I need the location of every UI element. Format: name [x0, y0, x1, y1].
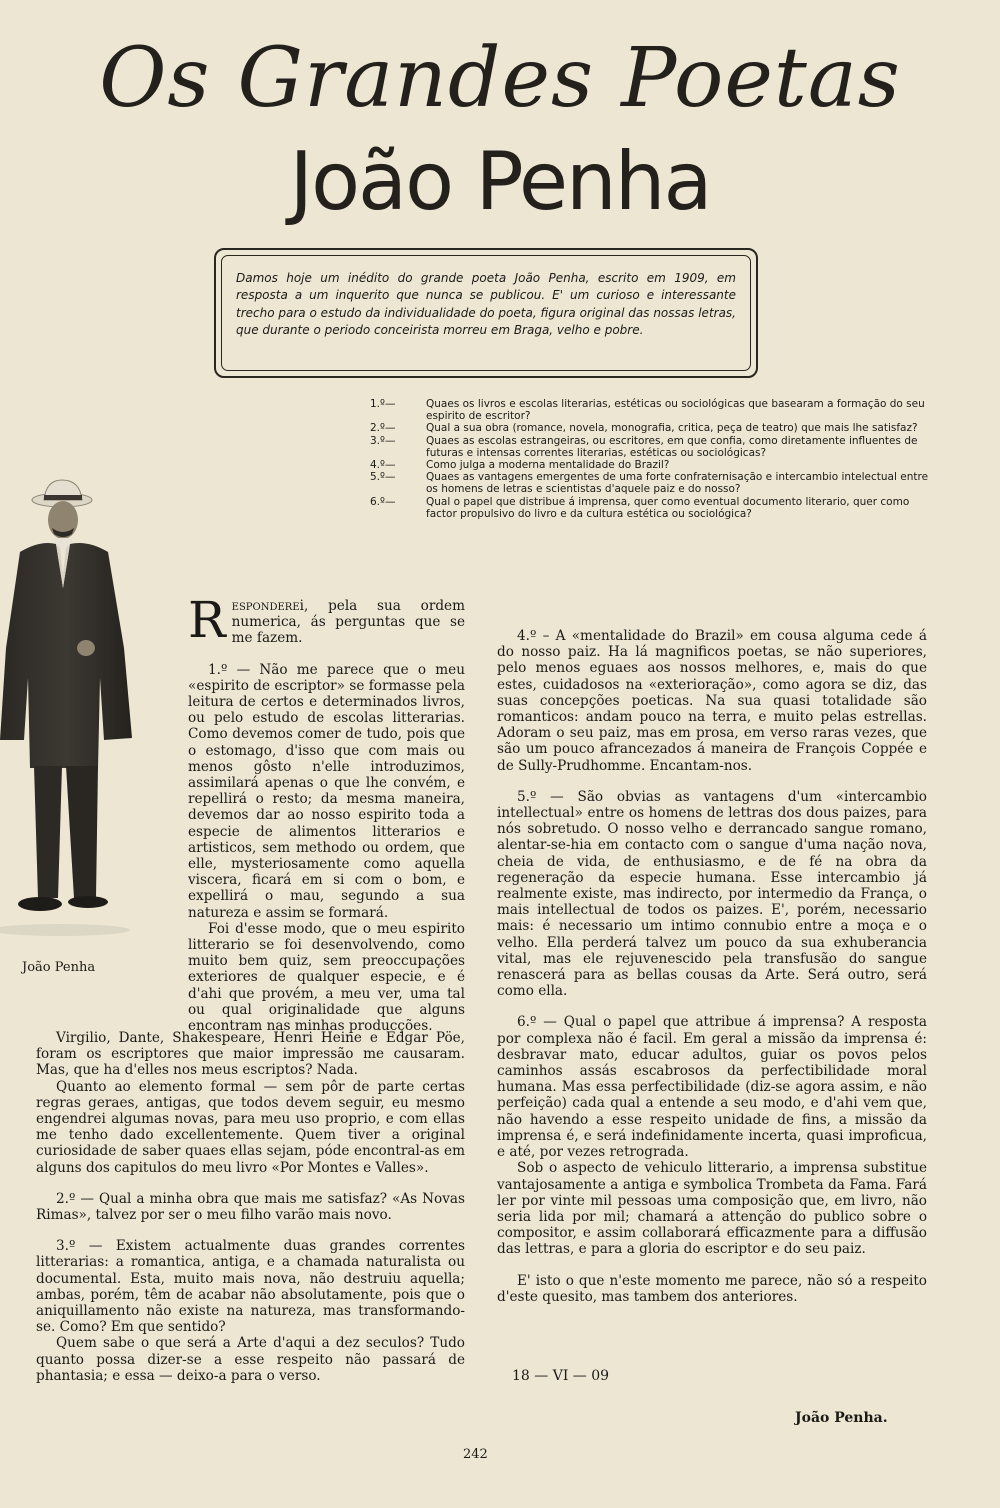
page-number: 242	[463, 1447, 488, 1462]
portrait-photo	[0, 478, 150, 938]
right-column	[497, 628, 927, 1305]
paragraph: 5.º — São obvias as vantagens d'um «intercambio intellectual» entre os homens de lettras dos dous paizes, para nós sobretudo. O nosso velho e derrancado sangue romano, alentar-se-hia em contacto com o sangue d'uma nação nova, cheia de vida, de enthusiasmo, e de fé na obra da regeneração da especie humana. Esse intercambio já realmente existe, mas indirecto, por intermedio da França, o mais intellectual de todos os paizes. E', porém, necessario mais: é necessario um intimo connubio entre a moça e o velho. Ella perderá talvez um pouco da sua exhuberancia vital, mas ele rejuvenescido pela transfusão do sangue renascerá para as bellas cousas da Arte. Será outro, será como ella.	[497, 788, 927, 1000]
date-line: 18 — VI — 09	[512, 1368, 610, 1384]
question-number: 5.º—	[370, 471, 396, 484]
question-text: Como julga a moderna mentalidade do Brazil?	[426, 459, 670, 472]
paragraph: Foi d'esse modo, que o meu espirito litterario se foi desenvolvendo, como muito bem quiz, sem preoccupações exteriores de qualquer especie, e é d'ahi que provém, a meu ver, uma tal ou qual originalidade que alguns encontram nas minhas producções.	[188, 920, 465, 1035]
question-number: 3.º—	[370, 434, 396, 447]
paragraph: Sob o aspecto de vehiculo litterario, a imprensa substitue vantajosamente a antiga e symbolica Trombeta da Fama. Fará ler por vinte mil pessoas uma composição que, em livro, não seria lida por mil; chamará a attenção do publico sobre o compositor, e assim collaborará efficazmente para a diffusão das lettras, e para a gloria do escriptor e do seu paiz.	[497, 1160, 927, 1258]
question-number: 4.º—	[370, 459, 396, 472]
question-text: Qual a sua obra (romance, novela, monografia, critica, peça de teatro) que mais lhe satisfaz?	[426, 422, 918, 435]
question-text: Quaes os livros e escolas literarias, estéticas ou sociológicas que basearam a formação do seu espirito de escritor?	[426, 398, 925, 423]
question-item	[370, 434, 930, 459]
left-column-lower	[36, 1030, 465, 1384]
opening-smallcaps: espondere	[231, 598, 300, 614]
question-text: Qual o papel que distribue á imprensa, quer como eventual documento literario, quer como factor propulsivo do livro e da cultura estética ou sociológica?	[426, 495, 910, 520]
left-column	[188, 591, 465, 1035]
question-item	[370, 459, 930, 472]
question-number: 6.º—	[370, 495, 396, 508]
paragraph: 2.º — Qual a minha obra que mais me satisfaz? «As Novas Rimas», talvez por ser o meu filho varão mais novo.	[36, 1190, 465, 1224]
paragraph: 6.º — Qual o papel que attribue á imprensa? A resposta por complexa não é facil. Em geral a missão da imprensa é: desbravar mato, educar adultos, guiar os povos pelos caminhos assás escabrosos da perfectibilidade moral humana. Mas essa perfectibilidade (diz-se agora assim, e não perfeição) cada qual a entende a seu modo, e d'ahi vem que, não havendo a esse respeito unidade de fins, a missão da imprensa é, e será indefinidamente incerta, quasi improficua, e até, por vezes retrograda.	[497, 1014, 927, 1161]
paragraph: E' isto o que n'este momento me parece, não só a respeito d'este quesito, mas tambem dos anteriores.	[497, 1272, 927, 1305]
paragraph: 1.º — Não me parece que o meu «espirito de escriptor» se formasse pela leitura de certos e determinados livros, ou pelo estudo de escolas litterarias. Como devemos comer de tudo, pois que o estomago, d'isso que com mais ou menos gôsto n'elle introduzimos, assimilará apenas o que lhe convém, e repellirá o resto; da mesma maneira, devemos dar ao nosso espirito toda a especie de alimentos litterarios e artisticos, sem methodo ou ordem, que elle, mysteriosamente como aquella viscera, ficará em si com o bom, e expellirá o mau, segundo a sua natureza e assim se formará.	[188, 661, 465, 921]
paragraph: 3.º — Existem actualmente duas grandes correntes litterarias: a romantica, antiga, e a chamada naturalista ou documental. Esta, muito mais nova, não destruiu aquella; ambas, porém, têm de acabar não absolutamente, pois que o aniquillamento não existe na natureza, mas transformando-se. Como? Em que sentido?	[36, 1238, 465, 1336]
paragraph: Quem sabe o que será a Arte d'aqui a dez seculos? Tudo quanto possa dizer-se a esse respeito não passará de phantasia; e essa — deixo-a para o verso.	[36, 1335, 465, 1384]
intro-text: Damos hoje um inédito do grande poeta João Penha, escrito em 1909, em resposta a um inquerito que nunca se publicou. E' um curioso e interessante trecho para o estudo da individualidade do poeta, figura original das nossas letras, que durante o periodo conceirista morreu em Braga, velho e pobre.	[236, 271, 736, 338]
author-signature: João Penha.	[795, 1410, 888, 1426]
question-text: Quaes as vantagens emergentes de uma forte confraternisação e intercambio intelectual entre os homens de letras e scientistas d'aquele paiz e do nosso?	[426, 471, 929, 496]
drop-cap: R	[188, 591, 226, 649]
paragraph: 4.º – A «mentalidade do Brazil» em cousa alguma cede á do nosso paiz. Ha lá magnificos poetas, se não superiores, pelo menos eguaes aos nossos melhores, e, mais do que estes, cuidadosos na «exterioração», como agora se diz, das suas concepções poeticas. Na sua quasi totalidade são romanticos: andam pouco na terra, e muito pelas estrellas. Adoram o seu paiz, mas em prosa, em verso raras vezes, que são um pouco afrancezados á maneira de François Coppée e de Sully-Prudhomme. Encantam-nos.	[497, 628, 927, 774]
question-item	[370, 398, 930, 423]
question-text: Quaes as escolas estrangeiras, ou escritores, em que confia, como diretamente influentes de futuras e intensas correntes literarias, estéticas ou sociológicas?	[426, 434, 918, 459]
question-item	[370, 471, 930, 496]
questionnaire	[370, 398, 930, 520]
question-number: 1.º—	[370, 398, 396, 410]
question-item	[370, 422, 930, 435]
portrait-caption: João Penha	[22, 960, 96, 975]
opening-paragraph	[188, 591, 465, 649]
opening-text: i, pela sua ordem numerica, ás perguntas que se me fazem.	[231, 598, 465, 647]
question-number: 2.º—	[370, 422, 396, 435]
author-title: João Penha	[289, 135, 711, 228]
paragraph: Virgilio, Dante, Shakespeare, Henri Heine e Edgar Pöe, foram os escriptores que maior impressão me causaram. Mas, que ha d'elles nos meus escriptos? Nada.	[36, 1030, 465, 1079]
question-item	[370, 495, 930, 520]
page-title: Os Grandes Poetas	[99, 31, 901, 126]
paragraph: Quanto ao elemento formal — sem pôr de parte certas regras geraes, antigas, que todos devem seguir, eu mesmo engendrei algumas novas, para meu uso proprio, e com ellas me tenho dado excellentemente. Quem tiver a original curiosidade de saber quaes ellas sejam, póde encontral-as em alguns dos capitulos do meu livro «Por Montes e Valles».	[36, 1078, 465, 1176]
